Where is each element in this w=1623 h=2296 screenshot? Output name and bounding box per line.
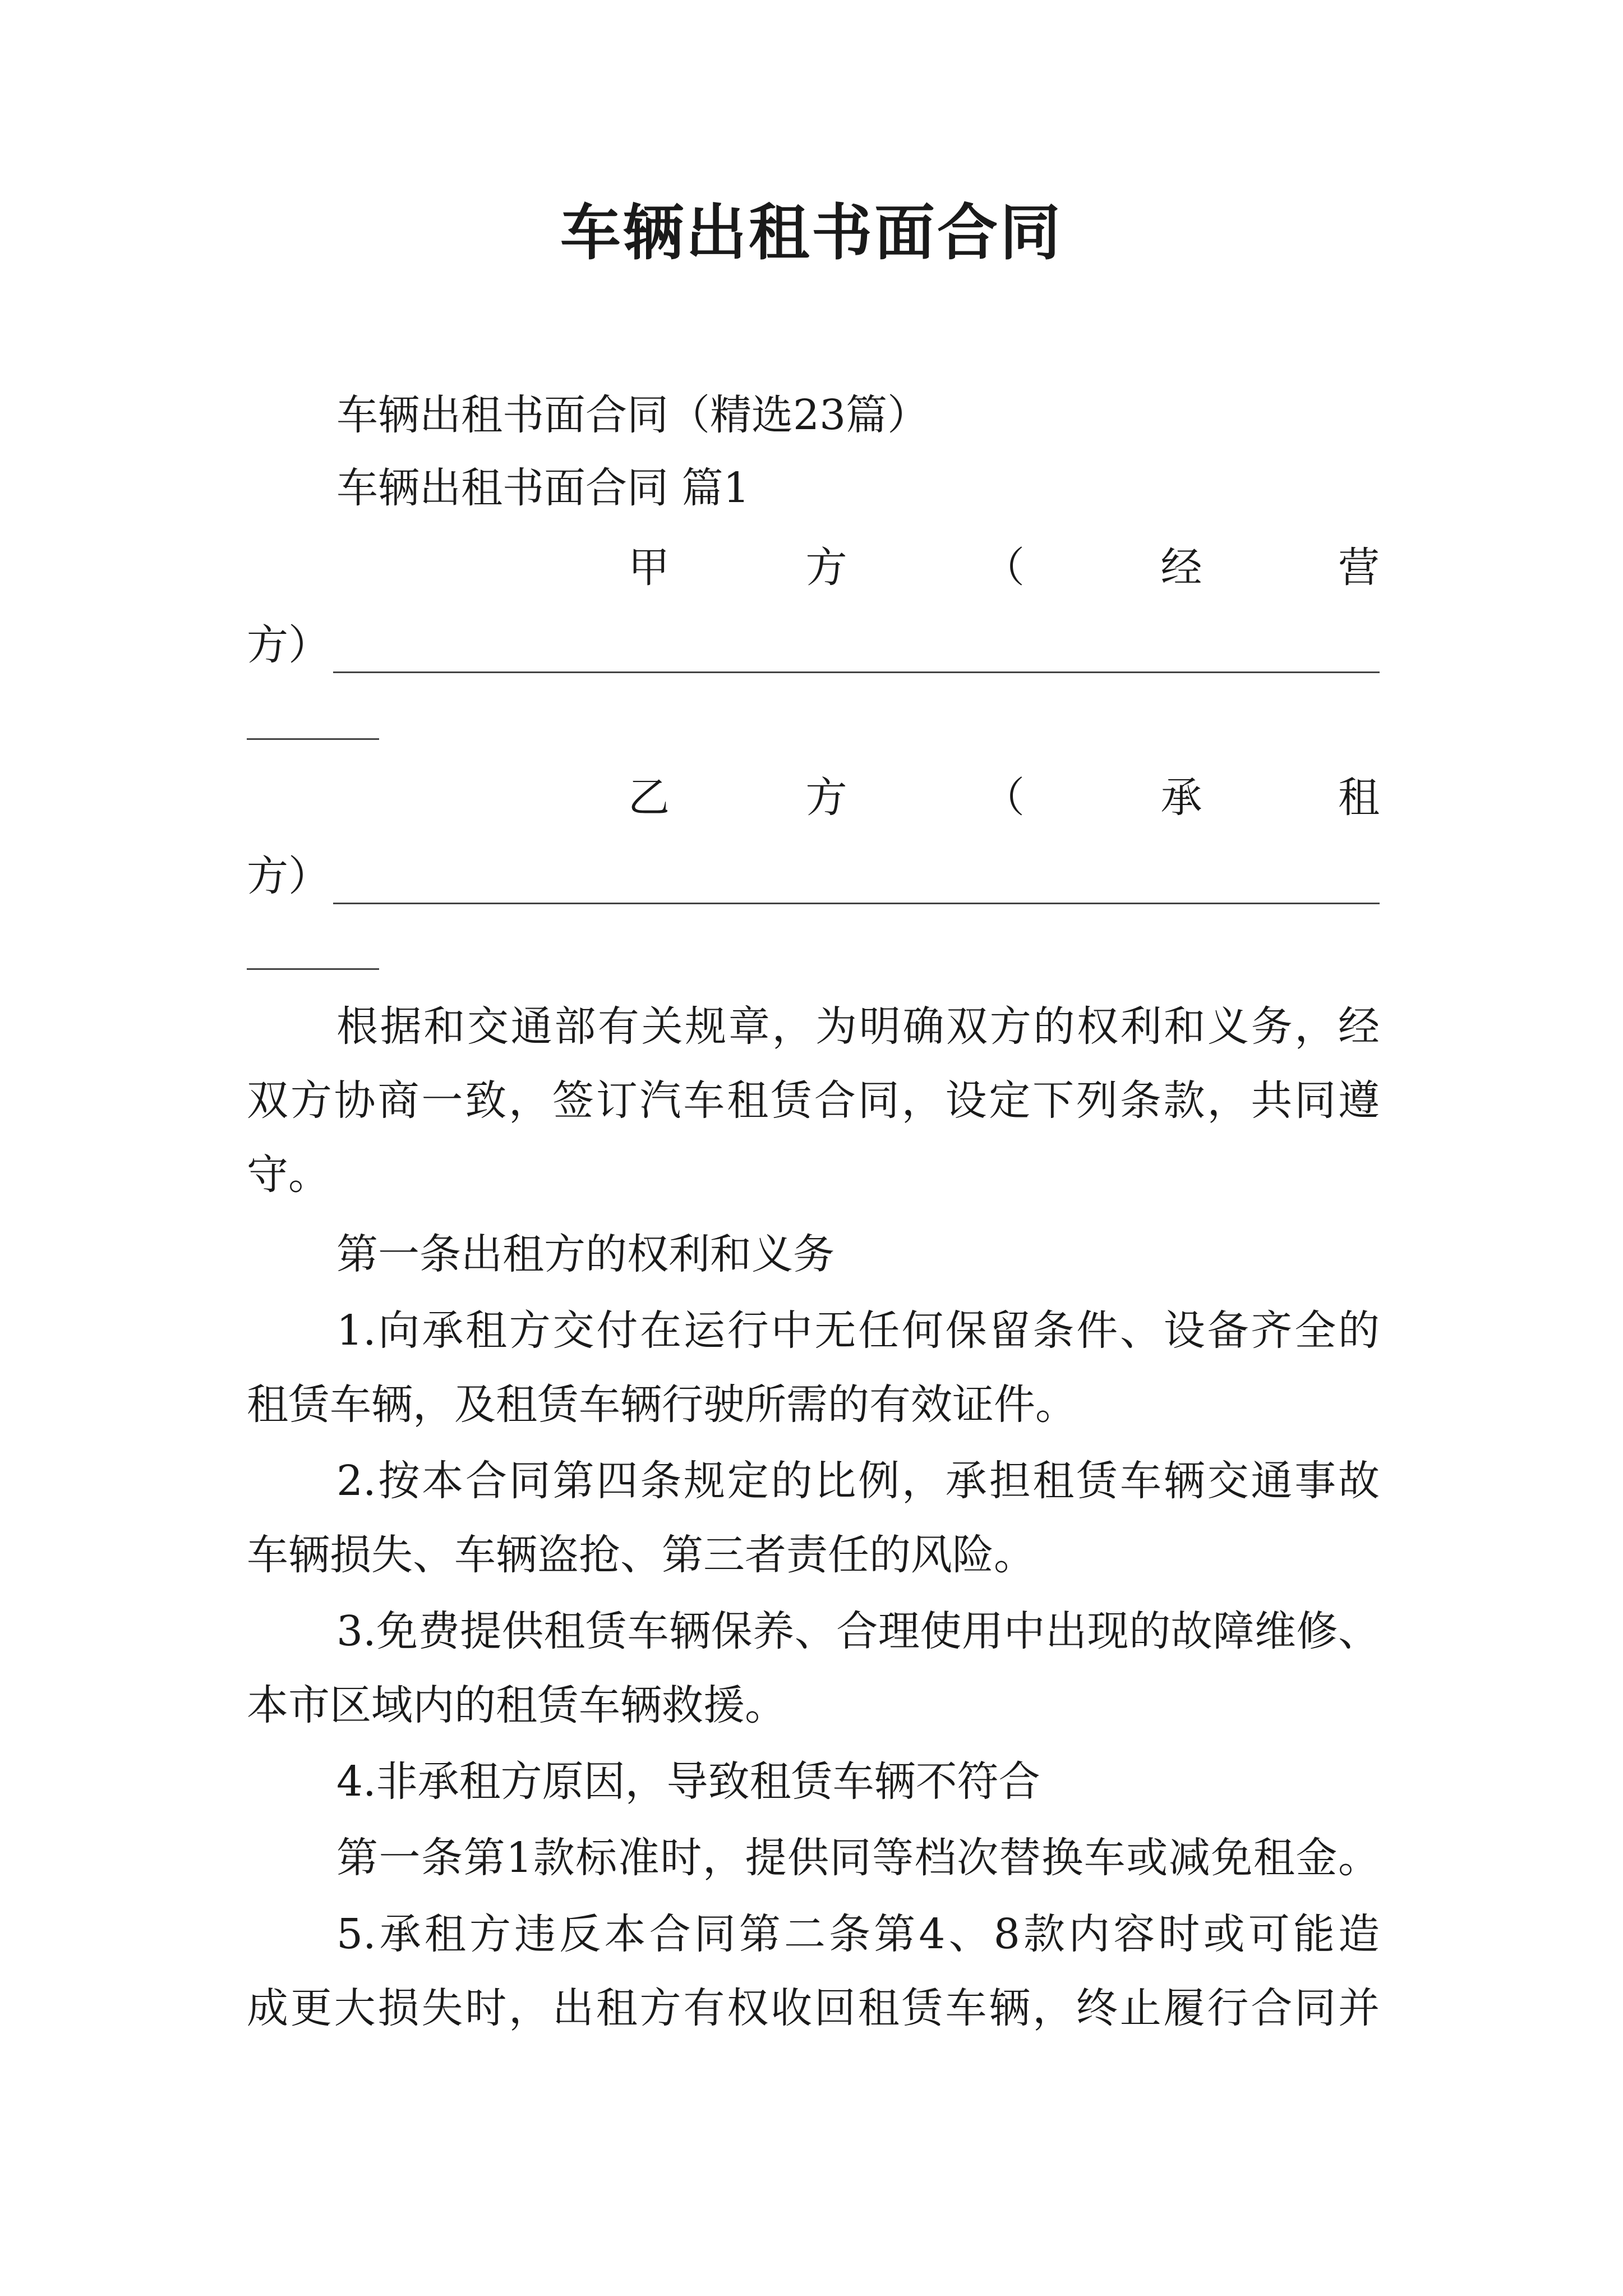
party-b-char: 租 <box>1338 774 1380 822</box>
party-b-suffix: 方） <box>247 852 330 900</box>
party-b-fill-line-continued <box>247 968 379 970</box>
paragraph-line: 根据和交通部有关规章，为明确双方的权利和义务，经 <box>336 1002 1380 1051</box>
article-heading: 第一条出租方的权利和义务 <box>336 1230 834 1278</box>
party-b-char: 承 <box>1160 774 1202 822</box>
party-a-fill-line-continued <box>247 738 379 740</box>
party-a-fill-line <box>333 629 1380 673</box>
party-a-char: 经 <box>1160 544 1202 592</box>
paragraph-line: 守。 <box>247 1151 330 1199</box>
party-a-label-row <box>247 540 1380 596</box>
list-item-line: 车辆损失、车辆盗抢、第三者责任的风险。 <box>247 1531 1035 1579</box>
list-item-line: 成更大损失时，出租方有权收回租赁车辆，终止履行合同并 <box>247 1984 1380 2032</box>
list-item-line: 租赁车辆，及租赁车辆行驶所需的有效证件。 <box>247 1381 1077 1429</box>
party-b-fill-line <box>333 860 1380 904</box>
party-b-char: 乙 <box>628 774 670 822</box>
party-a-suffix: 方） <box>247 621 330 669</box>
party-a-char: 营 <box>1338 544 1380 592</box>
party-b-blank-row <box>247 848 1380 904</box>
party-b-char: 方 <box>805 774 847 822</box>
party-a-char: 方 <box>805 544 847 592</box>
party-b-label-row <box>247 770 1380 826</box>
party-b-char: （ <box>983 774 1025 822</box>
party-a-blank-row <box>247 617 1380 673</box>
section-heading: 车辆出租书面合同 篇1 <box>336 464 750 512</box>
party-a-char: 甲 <box>628 544 670 592</box>
party-a-char: （ <box>983 544 1025 592</box>
intro-line: 车辆出租书面合同（精选23篇） <box>336 391 929 439</box>
list-item-line: 本市区域内的租赁车辆救援。 <box>247 1681 786 1729</box>
paragraph-line: 双方协商一致，签订汽车租赁合同，设定下列条款，共同遵 <box>247 1076 1380 1125</box>
list-item-line: 1.向承租方交付在运行中无任何保留条件、设备齐全的 <box>336 1306 1380 1355</box>
list-item-line: 第一条第1款标准时，提供同等档次替换车或减免租金。 <box>336 1834 1380 1882</box>
list-item-line: 2.按本合同第四条规定的比例，承担租赁车辆交通事故 <box>336 1457 1380 1505</box>
list-item-line: 5.承租方违反本合同第二条第4、8款内容时或可能造 <box>336 1910 1380 1958</box>
list-item-line: 3.免费提供租赁车辆保养、合理使用中出现的故障维修、 <box>336 1607 1380 1655</box>
list-item-line: 4.非承租方原因，导致租赁车辆不符合 <box>336 1757 1040 1806</box>
document-title: 车辆出租书面合同 <box>560 197 1063 268</box>
